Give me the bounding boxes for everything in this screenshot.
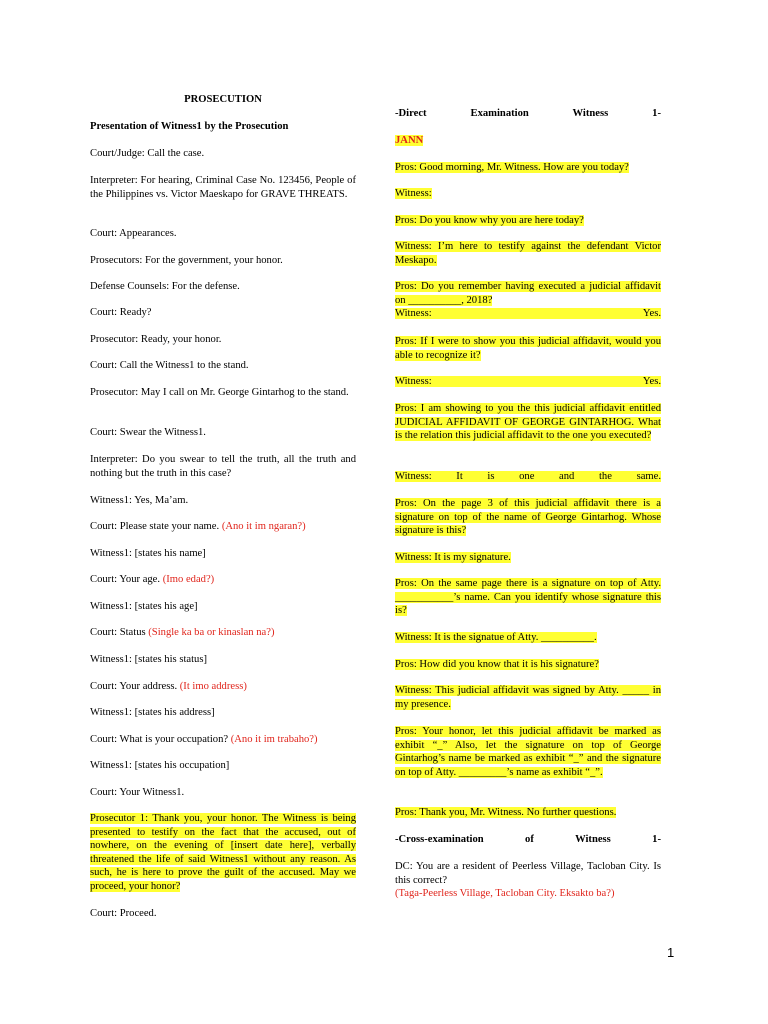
highlighted-text: Pros: If I were to show you this judicial affidavit, would you able to recognize it? [395,336,661,361]
question [395,214,661,228]
paragraph: Prosecutors: For the government, your honor. [90,255,283,266]
paragraph: Court: Proceed. [90,908,157,919]
paragraph: Court: Your Witness1. [90,787,185,798]
paragraph-text: Court: Status [90,627,146,638]
question [395,806,661,820]
answer [395,470,661,484]
paragraph: Witness1: [states his age] [90,601,198,612]
translation-text: (It imo address) [179,681,247,692]
section-heading: -Direct Examination Witness 1- [395,108,661,119]
question [395,402,661,443]
answer [395,240,661,267]
section-subtitle: Presentation of Witness1 by the Prosecution [90,121,289,132]
answer [395,187,661,201]
translation-text: (Taga-Peerless Village, Tacloban City. Eksakto ba?) [395,888,615,899]
highlighted-text: Pros: Do you know why you are here today? [395,215,584,226]
paragraph: Court: Swear the Witness1. [90,427,206,438]
paragraph: Prosecutor: May I call on Mr. George Gintarhog to the stand. [90,387,349,398]
paragraph: Witness1: [states his address] [90,707,215,718]
paragraph-text: Court: Your age. [90,574,161,585]
translation-text: (Ano it im ngaran?) [221,521,306,532]
question [395,335,661,362]
highlighted-text: Pros: How did you know that it is his signature? [395,659,599,670]
page-number: 1 [667,945,675,960]
paragraph: Witness1: [states his name] [90,548,206,559]
highlighted-text: Pros: Do you remember having executed a judicial affidavit on __________, 2018? [395,281,661,306]
question [395,577,661,618]
answer [395,684,661,711]
paragraph [90,626,356,640]
highlighted-text: Pros: On the page 3 of this judicial affidavit there is a signature on top of the name of George Gintarhog. Whose signature is this? [395,498,661,537]
paragraph: Witness1: [states his occupation] [90,760,230,771]
page-title: PROSECUTION [184,94,262,105]
highlighted-text: Witness: This judicial affidavit was signed by Atty. _____ in my presence. [395,685,661,710]
paragraph-text: Court: Please state your name. [90,521,220,532]
highlighted-text: Witness: Yes. [395,376,661,387]
question [395,658,661,672]
paragraph: Interpreter: Do you swear to tell the truth, all the truth and nothing but the truth in this case? [90,454,356,479]
paragraph [90,520,356,534]
paragraph [90,733,356,747]
question [395,725,661,779]
highlighted-text: Witness: It is one and the same. [395,471,661,482]
paragraph: Witness1: Yes, Ma’am. [90,495,189,506]
paragraph [90,573,356,587]
question [395,497,661,538]
paragraph: Interpreter: For hearing, Criminal Case No. 123456, People of the Philippines vs. Victor Maeskapo for GRAVE THREATS. [90,175,356,200]
witness-name-label [395,134,661,148]
section-heading: -Cross-examination of Witness 1- [395,834,661,845]
question [395,161,661,175]
paragraph: Court: Call the Witness1 to the stand. [90,360,249,371]
paragraph: Prosecutor: Ready, your honor. [90,334,222,345]
highlighted-text: Witness: It is the signatue of Atty. __________. [395,632,597,643]
paragraph: Court: Ready? [90,307,152,318]
highlighted-text: Witness: [395,188,432,199]
paragraph [90,680,356,694]
translation-text: (Single ka ba or kinaslan na?) [148,627,275,638]
translation-text: (Ano it im trabaho?) [230,734,318,745]
paragraph: Defense Counsels: For the defense. [90,281,240,292]
highlighted-text: Pros: Thank you, Mr. Witness. No further questions. [395,807,617,818]
answer [395,307,661,321]
translation-text: (Imo edad?) [162,574,215,585]
paragraph-text: Court: What is your occupation? [90,734,229,745]
question: DC: You are a resident of Peerless Village, Tacloban City. Is this correct? [395,861,661,886]
highlighted-text: Witness: I’m here to testify against the defendant Victor Meskapo. [395,241,661,266]
paragraph-text: Court: Your address. [90,681,178,692]
highlighted-text: Pros: I am showing to you the this judicial affidavit entitled JUDICIAL AFFIDAVIT OF GEORGE GINTARHOG. What is the relation this judicial affidavit to the one you executed? [395,403,661,442]
highlighted-text: Prosecutor 1: Thank you, your honor. The Witness is being presented to testify on the fact that the accused, out of nowhere, on the evening of [insert date here], verbally threatened the life of said Witness1 without any reason. As such, he is here to prove the guilt of the accused. May we proceed, your honor? [90,813,356,892]
highlighted-paragraph [90,812,356,894]
question [395,280,661,307]
paragraph: Court: Appearances. [90,228,177,239]
highlighted-text: Witness: Yes. [395,308,661,319]
highlighted-text: Witness: It is my signature. [395,552,511,563]
witness-name: JANN [395,135,424,146]
paragraph: Witness1: [states his status] [90,654,207,665]
answer [395,631,661,645]
answer [395,375,661,389]
answer [395,551,661,565]
highlighted-text: Pros: Your honor, let this judicial affidavit be marked as exhibit “_” Also, let the signature on top of George Gintarhog’s name be marked as exhibit “_” and the signature on top of Atty. _________’s name as exhibit “_”. [395,726,661,778]
paragraph: Court/Judge: Call the case. [90,148,205,159]
translation-line [395,887,661,901]
highlighted-text: Pros: On the same page there is a signature on top of Atty. ___________’s name. Can you identify whose signature this is? [395,578,661,617]
highlighted-text: Pros: Good morning, Mr. Witness. How are you today? [395,162,629,173]
